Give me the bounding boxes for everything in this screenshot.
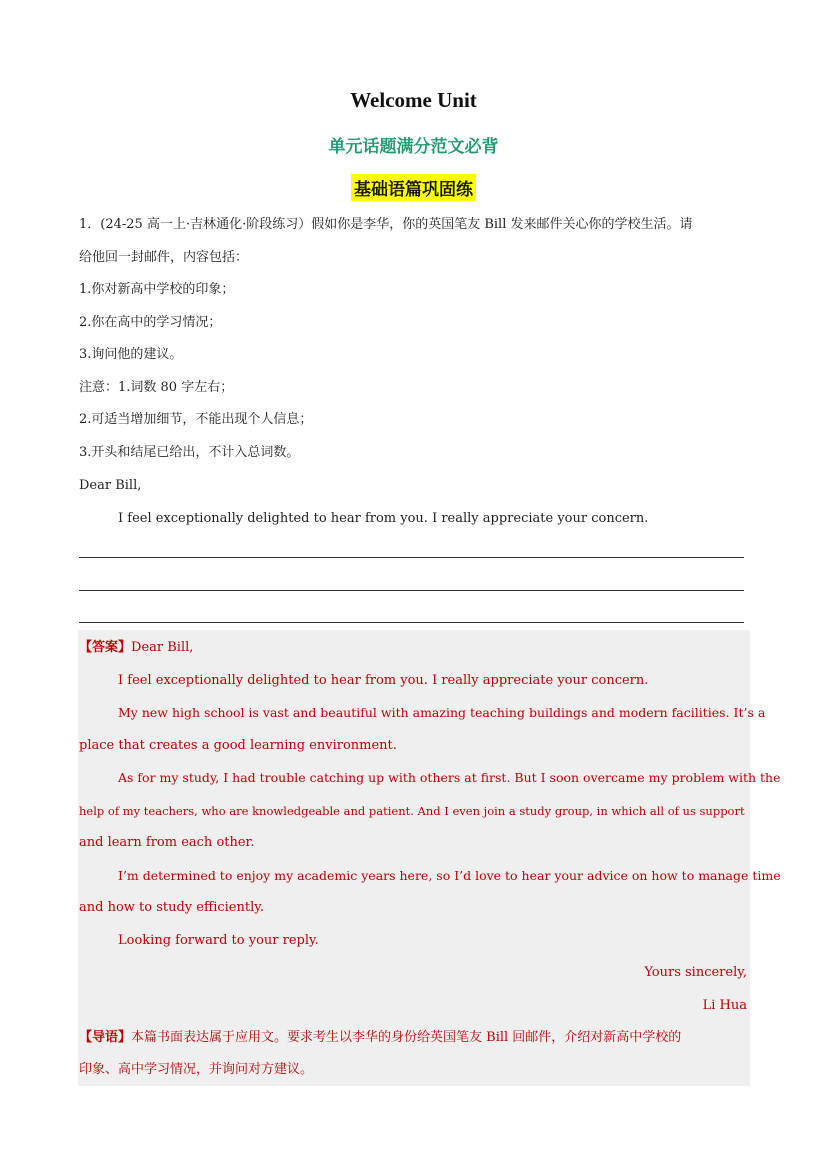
section-heading-wrap — [0, 174, 827, 201]
answer-signature: Li Hua — [702, 998, 747, 1013]
guide-label: 【导语】 — [79, 1030, 132, 1045]
answer-paragraph-2b: place that creates a good learning environment. — [79, 738, 397, 753]
question-line-1: 1．(24-25 高一上·吉林通化·阶段练习）假如你是李华，你的英国笔友 Bill 发来邮件关心你的学校生活。请 — [79, 217, 693, 232]
question-line-2: 给他回一封邮件，内容包括： — [79, 250, 249, 265]
answer-paragraph-5: Looking forward to your reply. — [118, 933, 319, 948]
answer-closing: Yours sincerely, — [644, 965, 747, 980]
question-point-1: 1.你对新高中学校的印象； — [79, 282, 235, 297]
answer-paragraph-1: I feel exceptionally delighted to hear from you. I really appreciate your concern. — [118, 673, 649, 688]
answer-paragraph-4a: I’m determined to enjoy my academic years here, so I’d love to hear your advice on how to manage time — [118, 868, 781, 883]
guide-line-2: 印象、高中学习情况，并询问对方建议。 — [79, 1062, 314, 1077]
question-point-2: 2.你在高中的学习情况； — [79, 315, 222, 330]
answer-paragraph-3a: As for my study, I had trouble catching up with others at first. But I soon overcame my problem with the — [118, 770, 781, 785]
answer-paragraph-3c: and learn from each other. — [79, 835, 255, 850]
answer-label: 【答案】 — [79, 640, 132, 655]
answer-greeting-line — [79, 638, 749, 658]
answer-paragraph-3b: help of my teachers, who are knowledgeable and patient. And I even join a study group, in which all of us support — [79, 804, 745, 818]
guide-line-1 — [79, 1028, 749, 1048]
section-heading: 基础语篇巩固练 — [351, 174, 476, 201]
answer-greeting: Dear Bill, — [131, 640, 194, 655]
question-note-3: 3.开头和结尾已给出，不计入总词数。 — [79, 445, 300, 460]
writing-line — [79, 557, 744, 558]
page-subtitle: 单元话题满分范文必背 — [328, 137, 499, 157]
letter-greeting: Dear Bill, — [79, 478, 142, 493]
answer-paragraph-4b: and how to study efficiently. — [79, 900, 265, 915]
answer-box — [78, 630, 750, 1086]
question-note-2: 2.可适当增加细节，不能出现个人信息； — [79, 412, 313, 427]
guide-text-1: 本篇书面表达属于应用文。要求考生以李华的身份给英国笔友 Bill 回邮件，介绍对新高中学校的 — [131, 1030, 682, 1045]
question-note-1: 注意：1.词数 80 字左右； — [79, 380, 234, 395]
question-point-3: 3.询问他的建议。 — [79, 347, 183, 362]
page-title: Welcome Unit — [350, 88, 477, 112]
writing-line — [79, 622, 744, 623]
letter-opening: I feel exceptionally delighted to hear from you. I really appreciate your concern. — [118, 511, 649, 526]
answer-paragraph-2a: My new high school is vast and beautiful with amazing teaching buildings and modern facilities. It’s a — [118, 705, 766, 720]
writing-line — [79, 590, 744, 591]
